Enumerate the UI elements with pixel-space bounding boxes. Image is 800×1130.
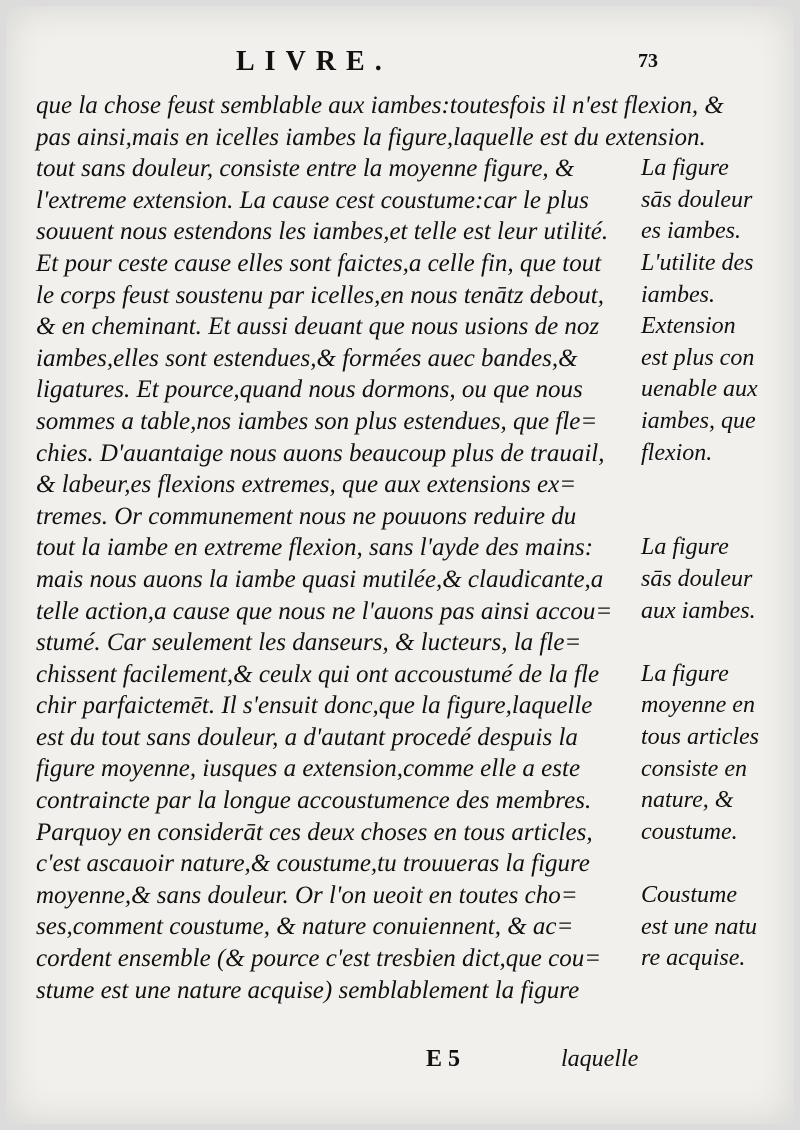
text-line: tremes. Or communement nous ne pouuons reduire du	[36, 502, 577, 530]
text-line: chir parfaictemēt. Il s'ensuit donc,que la figure,laquelle	[36, 692, 593, 720]
text-line: stumé. Car seulement les danseurs, & lucteurs, la fle=	[36, 629, 582, 657]
marginal-note-line: Extension	[641, 313, 736, 340]
page-header	[6, 46, 800, 86]
text-line: mais nous auons la iambe quasi mutilée,& claudicante,a	[36, 565, 604, 593]
text-line: & labeur,es flexions extremes, que aux extensions ex=	[36, 471, 577, 499]
text-line: le corps feust soustenu par icelles,en nous tenātz debout,	[36, 281, 604, 309]
catchword: laquelle	[561, 1046, 639, 1072]
text-line: sommes a table,nos iambes son plus estendues, que fle=	[36, 407, 598, 435]
marginal-note-line: La figure	[641, 660, 729, 687]
text-line: chies. D'auantaige nous auons beaucoup plus de trauail,	[36, 439, 605, 467]
text-line: ses,comment coustume, & nature conuiennent, & ac=	[36, 913, 574, 941]
marginal-note-line: La figure	[641, 534, 729, 561]
marginal-note-line: coustume.	[641, 818, 738, 845]
marginal-note-line: La figure	[641, 155, 729, 182]
marginal-note-line: est une natu	[641, 913, 757, 940]
marginal-note-line: es iambes.	[641, 218, 741, 245]
text-line: c'est ascauoir nature,& coustume,tu trouueras la figure	[36, 850, 590, 878]
marginal-note-line: re acquise.	[641, 945, 746, 972]
marginal-note-line: iambes, que	[641, 407, 756, 434]
marginal-note	[641, 659, 800, 849]
marginal-note	[641, 311, 800, 469]
marginal-note-line: sās douleur	[641, 186, 753, 213]
text-line: Et pour ceste cause elles sont faictes,a celle fin, que tout	[36, 249, 602, 277]
text-line: stume est une nature acquise) semblablement la figure	[36, 976, 580, 1004]
marginal-note-line: L'utilite des	[641, 250, 754, 276]
text-line: chissent facilement,& ceulx qui ont accoustumé de la fle	[36, 660, 600, 688]
text-line: & en cheminant. Et aussi deuant que nous usions de noz	[36, 313, 600, 341]
marginal-note	[641, 153, 800, 248]
text-line: que la chose feust semblable aux iambes:toutesfois il n'est flexion, &	[36, 92, 724, 119]
text-line: tout sans douleur, consiste entre la moyenne figure, &	[36, 155, 575, 183]
marginal-note-line: Coustume	[641, 882, 737, 908]
text-line: iambes,elles sont estendues,& formées auec bandes,&	[36, 344, 578, 372]
marginal-note	[641, 532, 800, 627]
page-footer	[6, 1046, 800, 1080]
marginal-note-line: nature, &	[641, 787, 734, 814]
text-line: Parquoy en considerāt ces deux choses en tous articles,	[36, 818, 593, 846]
book-page	[6, 6, 794, 1124]
text-line: l'extreme extension. La cause cest coustume:car le plus	[36, 186, 589, 214]
marginal-note-line: uenable aux	[641, 376, 758, 403]
marginal-note-line: aux iambes.	[641, 597, 756, 624]
page-number: 73	[638, 50, 658, 72]
marginal-note-line: iambes.	[641, 281, 715, 308]
text-line: ligatures. Et pource,quand nous dormons, ou que nous	[36, 376, 583, 404]
marginal-note-line: est plus con	[641, 344, 755, 371]
marginal-note	[641, 248, 800, 311]
marginal-note-line: consiste en	[641, 755, 747, 782]
text-line: moyenne,& sans douleur. Or l'on ueoit en toutes cho=	[36, 881, 578, 909]
marginal-note-line: sās douleur	[641, 565, 753, 592]
marginal-note	[641, 880, 800, 975]
text-line: contraincte par la longue accoustumence des membres.	[36, 787, 592, 815]
text-line: telle action,a cause que nous ne l'auons pas ainsi accou=	[36, 597, 613, 625]
marginal-note-line: moyenne en	[641, 692, 755, 719]
text-line: tout la iambe en extreme flexion, sans l'ayde des mains:	[36, 534, 594, 562]
running-title: LIVRE.	[236, 46, 392, 77]
text-line: cordent ensemble (& pource c'est tresbien dict,que cou=	[36, 945, 602, 973]
text-line: figure moyenne, iusques a extension,comme elle a este	[36, 755, 581, 783]
text-line: souuent nous estendons les iambes,et telle est leur utilité.	[36, 218, 609, 246]
text-line: est du tout sans douleur, a d'autant procedé despuis la	[36, 723, 578, 751]
marginal-note-line: tous articles	[641, 723, 759, 750]
text-line: pas ainsi,mais en icelles iambes la figure,laquelle est du extension.	[36, 123, 706, 151]
marginal-note-line: flexion.	[641, 439, 713, 466]
signature-mark: E 5	[426, 1046, 461, 1072]
